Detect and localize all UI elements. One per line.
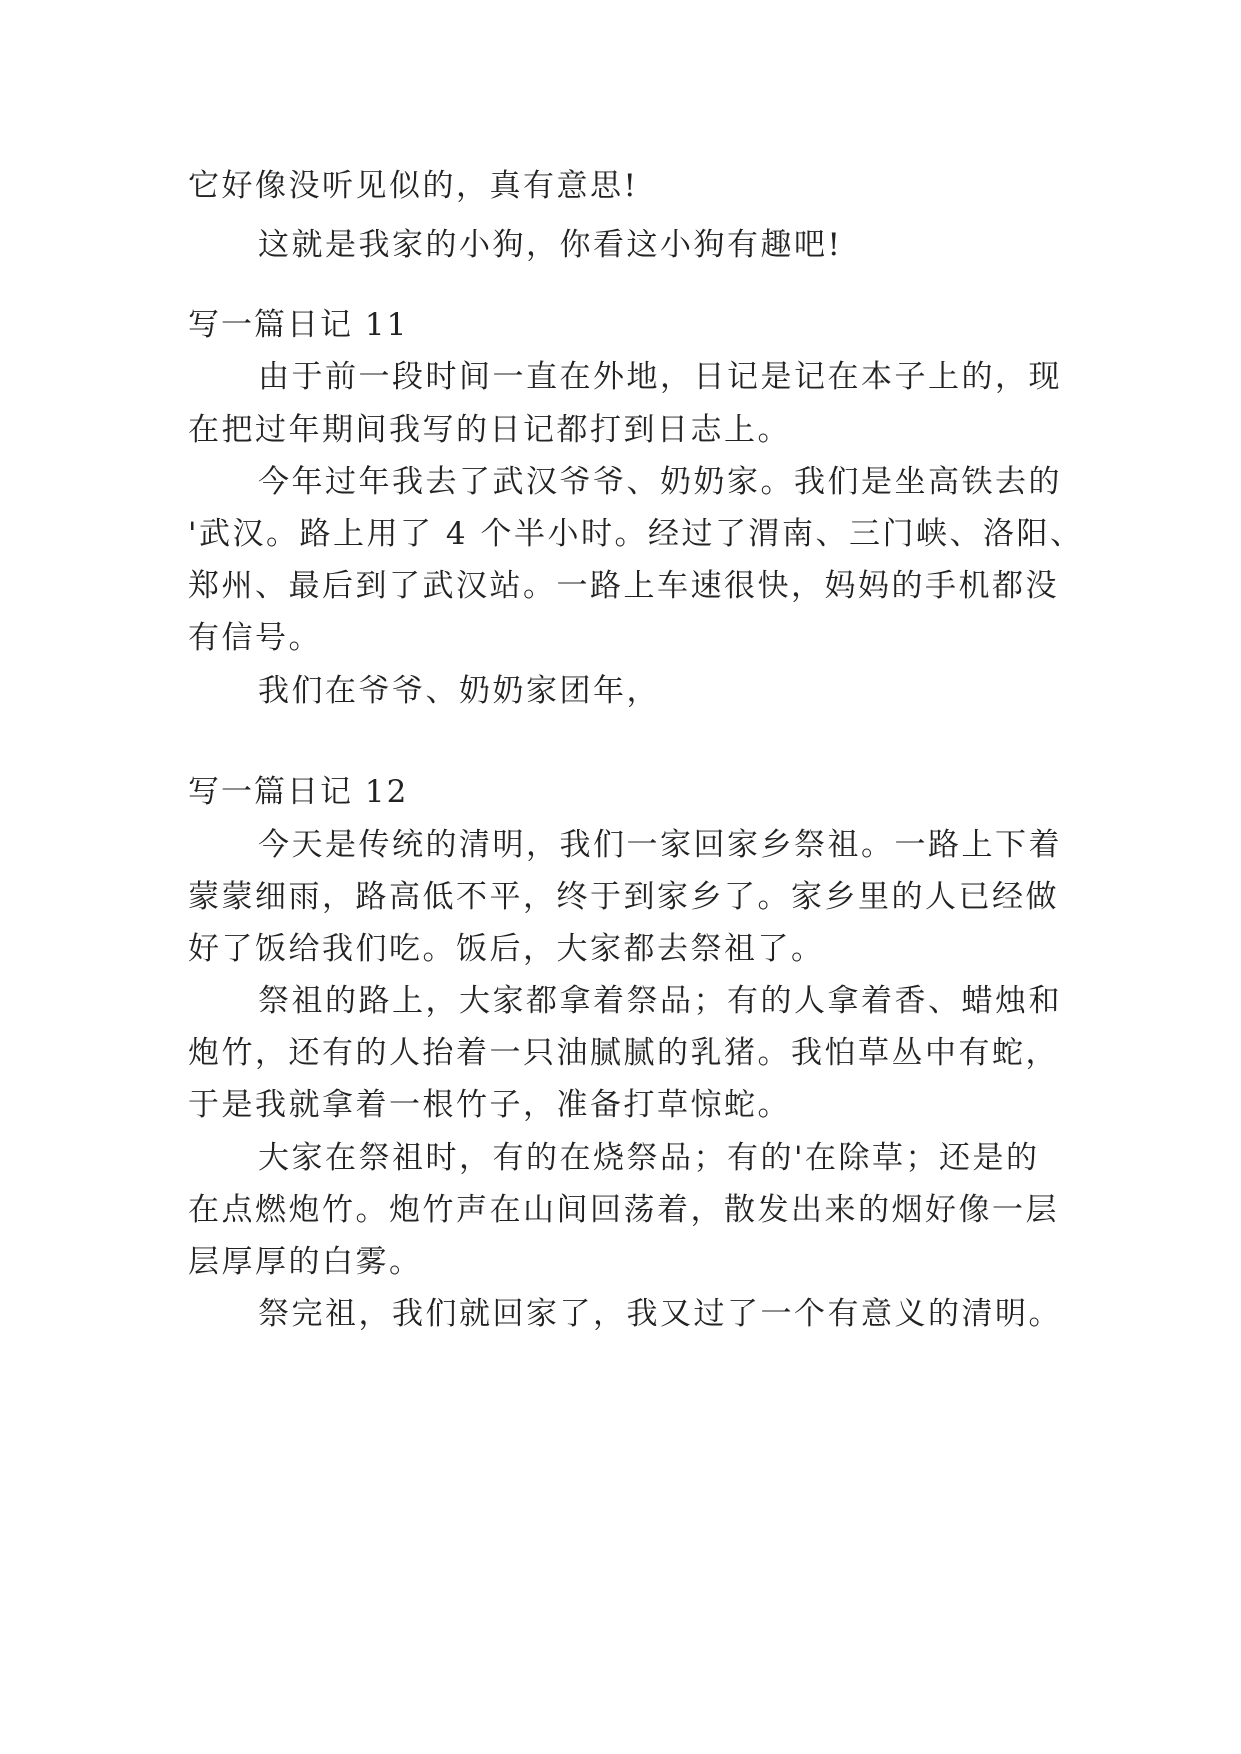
- text-line: '武汉。路上用了 4 个半小时。经过了渭南、三门峡、洛阳、: [188, 516, 1084, 552]
- paragraph-line: 祭完祖，我们就回家了，我又过了一个有意义的清明。: [258, 1296, 1062, 1332]
- paragraph-line: 由于前一段时间一直在外地，日记是记在本子上的，现: [258, 359, 1062, 395]
- text-line: 郑州、最后到了武汉站。一路上车速很快，妈妈的手机都没: [188, 568, 1059, 604]
- diary-heading-12: 写一篇日记 12: [188, 774, 409, 810]
- text-line: 它好像没听见似的，真有意思!: [188, 168, 639, 204]
- text-line: 有信号。: [188, 620, 322, 656]
- diary-heading-11: 写一篇日记 11: [188, 307, 409, 343]
- text-line: 在点燃炮竹。炮竹声在山间回荡着，散发出来的烟好像一层: [188, 1192, 1059, 1228]
- paragraph-line: 这就是我家的小狗，你看这小狗有趣吧!: [258, 227, 843, 263]
- text-line: 好了饭给我们吃。饭后，大家都去祭祖了。: [188, 931, 825, 967]
- paragraph-line: 今天是传统的清明，我们一家回家乡祭祖。一路上下着: [258, 827, 1062, 863]
- text-line: 在把过年期间我写的日记都打到日志上。: [188, 412, 791, 448]
- paragraph-line: 我们在爷爷、奶奶家团年，: [258, 673, 660, 709]
- paragraph-line: 大家在祭祖时，有的在烧祭品；有的'在除草；还是的: [258, 1140, 1040, 1176]
- text-line: 炮竹，还有的人抬着一只油腻腻的乳猪。我怕草丛中有蛇，: [188, 1035, 1059, 1071]
- text-line: 蒙蒙细雨，路高低不平，终于到家乡了。家乡里的人已经做: [188, 879, 1059, 915]
- text-line: 于是我就拿着一根竹子，准备打草惊蛇。: [188, 1087, 791, 1123]
- paragraph-line: 今年过年我去了武汉爷爷、奶奶家。我们是坐高铁去的: [258, 464, 1062, 500]
- paragraph-line: 祭祖的路上，大家都拿着祭品；有的人拿着香、蜡烛和: [258, 983, 1062, 1019]
- text-line: 层厚厚的白雾。: [188, 1244, 423, 1280]
